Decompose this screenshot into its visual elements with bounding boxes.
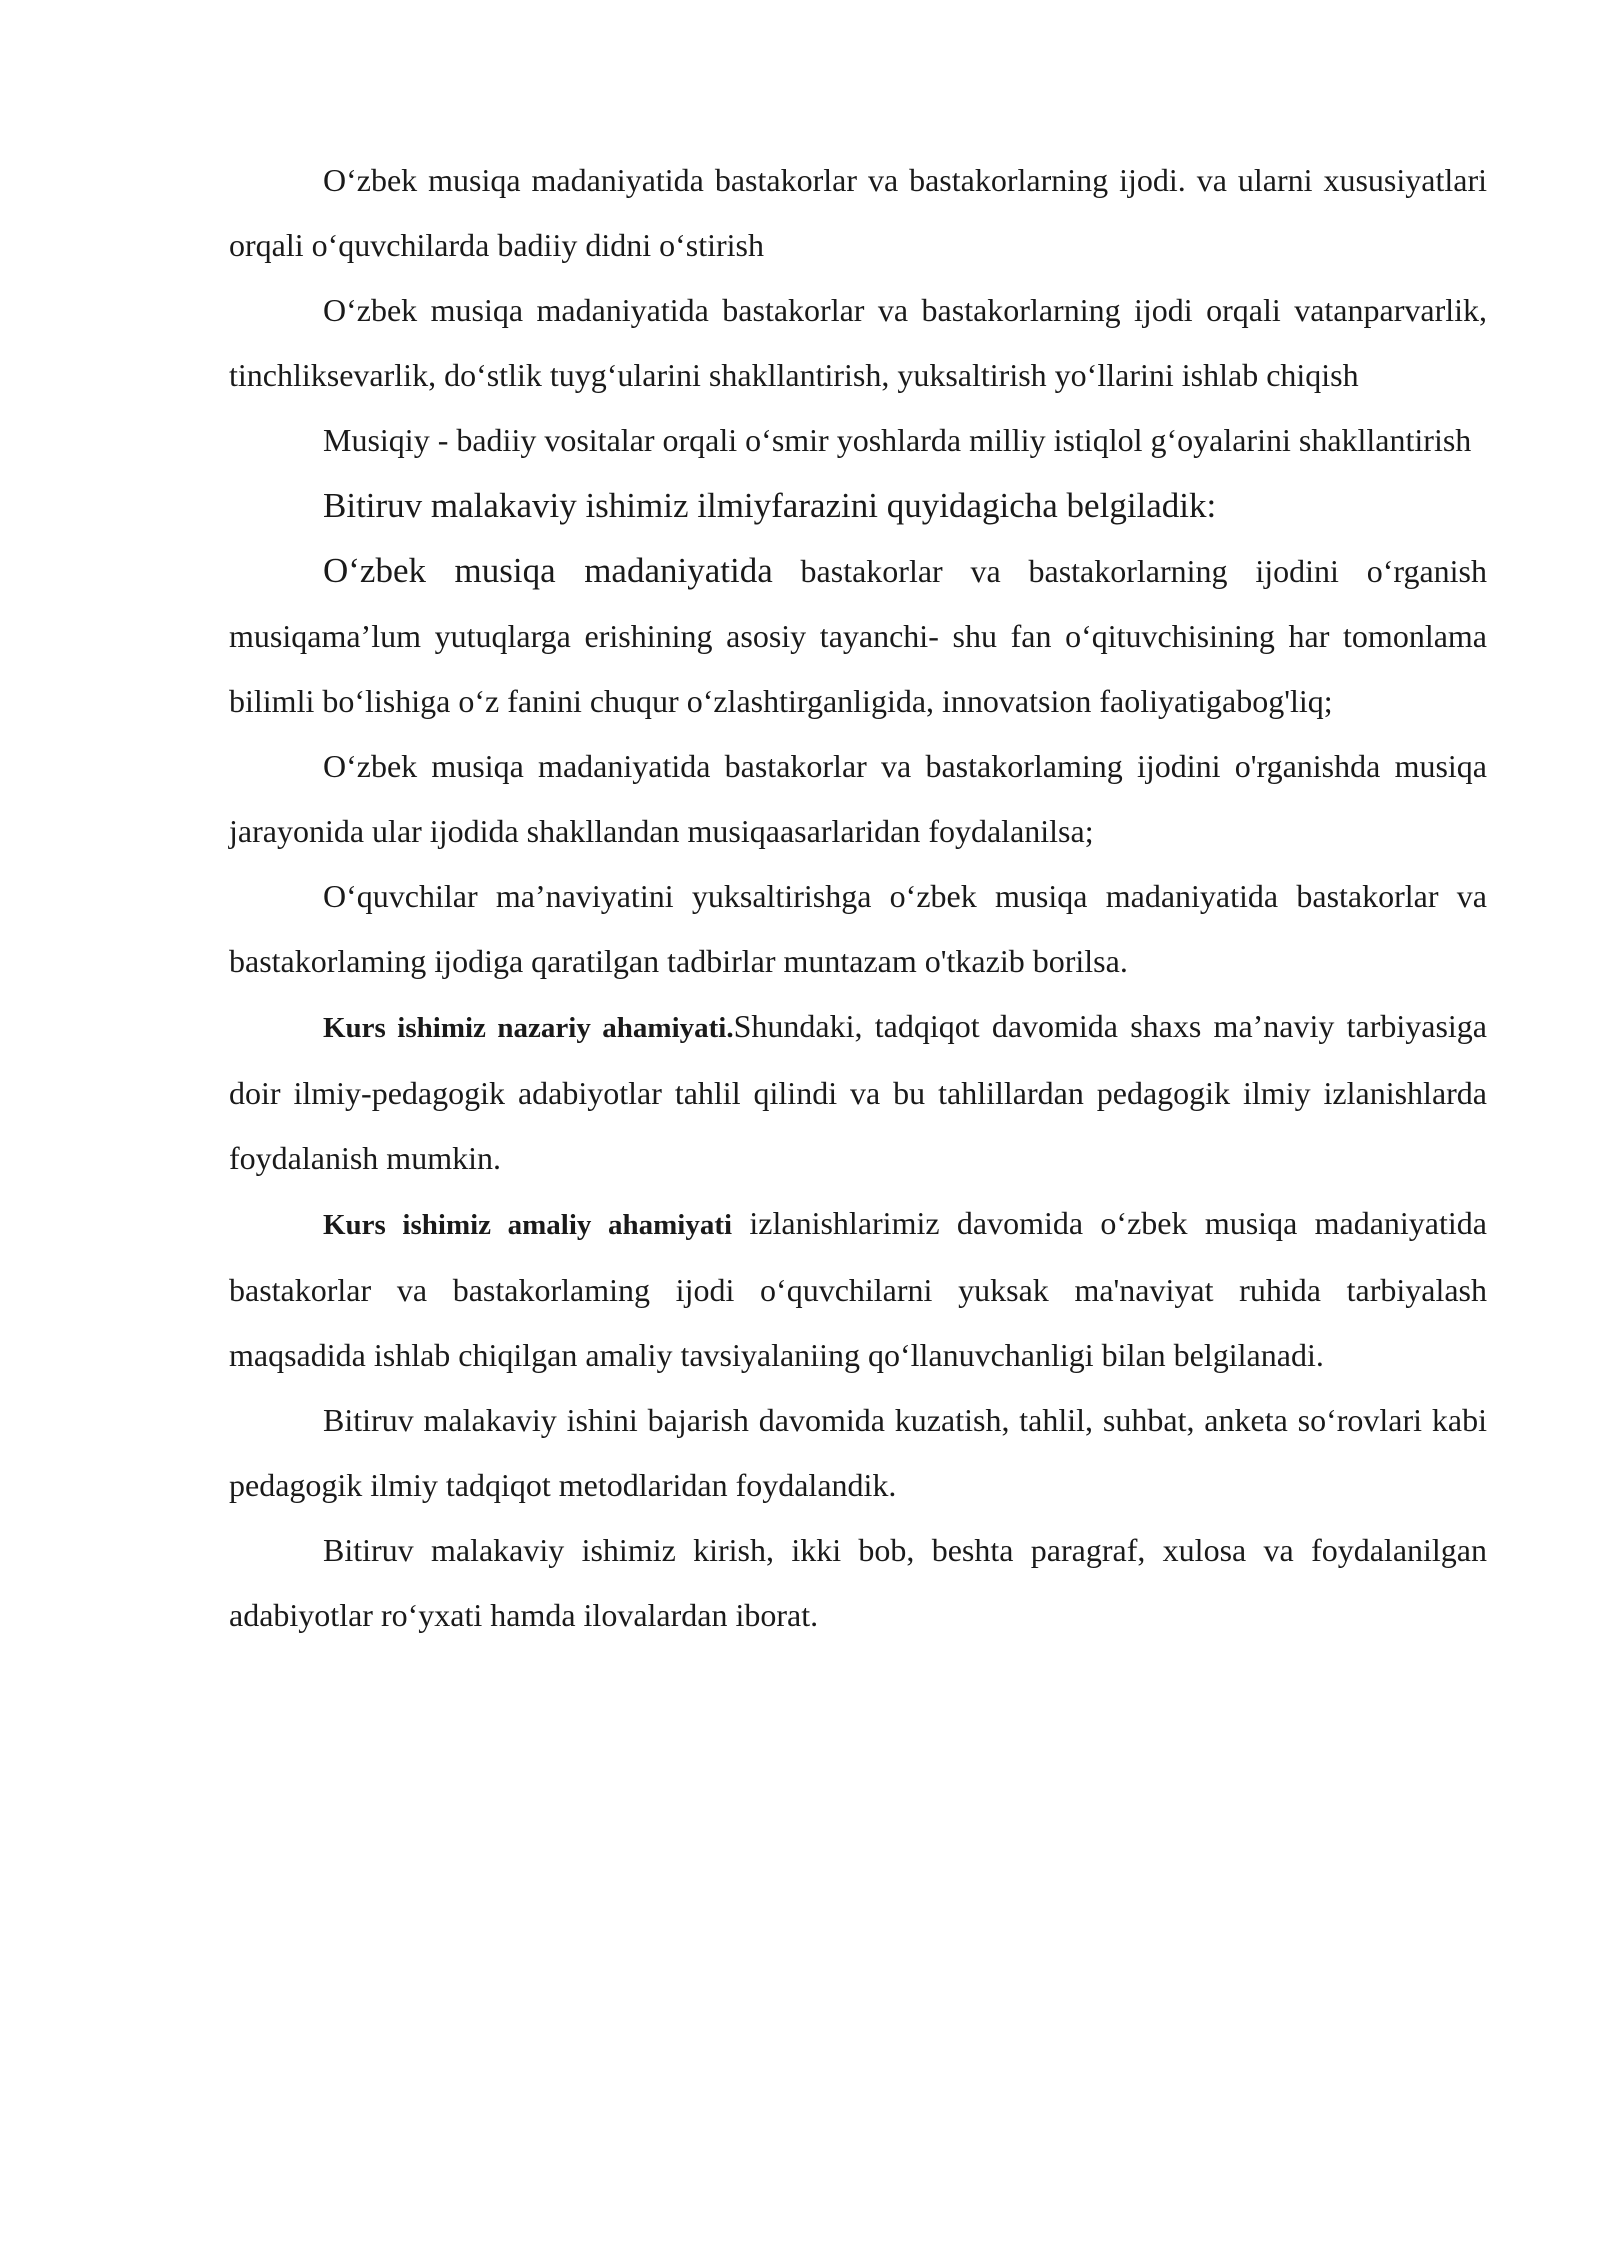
practical-significance-heading: Kurs ishimiz amaliy ahamiyati (323, 1209, 733, 1241)
paragraph-practical-significance (229, 1191, 1487, 1388)
paragraph-1: O‘zbek musiqa madaniyatida bastakorlar va bastakorlarning ijodi. va ularni xususiyatlari orqali o‘quvchilarda badiiy didni o‘stirish (229, 162, 1487, 263)
paragraph-2: O‘zbek musiqa madaniyatida bastakorlar va bastakorlarning ijodi orqali vatanparvarlik, tinchliksevarlik, do‘stlik tuyg‘ularini shakllantirish, yuksaltirish yo‘llarini ishlab chiqish (229, 292, 1487, 393)
paragraph-5 (229, 538, 1487, 734)
paragraph-theoretical-significance (229, 994, 1487, 1191)
paragraph-structure: Bitiruv malakaviy ishimiz kirish, ikki bob, beshta paragraf, xulosa va foydalanilgan adabiyotlar ro‘yxati hamda ilovalardan iborat. (229, 1532, 1487, 1633)
paragraph-7: O‘quvchilar ma’naviyatini yuksaltirishga o‘zbek musiqa madaniyatida bastakorlar va bastakorlaming ijodiga qaratilgan tadbirlar muntazam o'tkazib borilsa. (229, 878, 1487, 979)
practical-significance-text: izlanishlarimiz davomida o‘zbek musiqa madaniyatida bastakorlar va bastakorlaming ijodi o‘quvchilarni yuksak ma'naviyat ruhida tarbiyalash maqsadida ishlab chiqilgan amaliy tavsiyalaniing qo‘llanuvchanligi bilan belgilanadi. (229, 1205, 1487, 1373)
paragraph-methods: Bitiruv malakaviy ishini bajarish davomida kuzatish, tahlil, suhbat, anketa so‘rovlari kabi pedagogik ilmiy tadqiqot metodlaridan foydalandik. (229, 1402, 1487, 1503)
paragraph-3: Musiqiy - badiiy vositalar orqali o‘smir yoshlarda milliy istiqlol g‘oyalarini shakllantirish (323, 422, 1472, 458)
paragraph-5-rest: bastakorlar va bastakorlarning ijodini o‘rganish musiqama’lum yutuqlarga erishining asosiy tayanchi- shu fan o‘qituvchisining har tomonlama bilimli bo‘lishiga o‘z fanini chuqur o‘zlashtirganligida, innovatsion faoliyatigabog'liq; (229, 553, 1488, 719)
theoretical-significance-text: Shundaki, tadqiqot davomida shaxs ma’naviy tarbiyasiga doir ilmiy-pedagogik adabiyotlar tahlil qilindi va bu tahlillardan pedagogik ilmiy izlanishlarda foydalanish mumkin. (229, 1008, 1487, 1176)
paragraph-6: O‘zbek musiqa madaniyatida bastakorlar va bastakorlaming ijodini o'rganishda musiqa jarayonida ular ijodida shakllandan musiqaasarlaridan foydalanilsa; (229, 748, 1487, 849)
paragraph-hypothesis-heading: Bitiruv malakaviy ishimiz ilmiyfarazini quyidagicha belgiladik: (323, 486, 1217, 525)
paragraph-5-lead: O‘zbek musiqa madaniyatida (323, 551, 773, 590)
theoretical-significance-heading: Kurs ishimiz nazariy ahamiyati. (323, 1012, 734, 1044)
document-page (229, 148, 1487, 1648)
